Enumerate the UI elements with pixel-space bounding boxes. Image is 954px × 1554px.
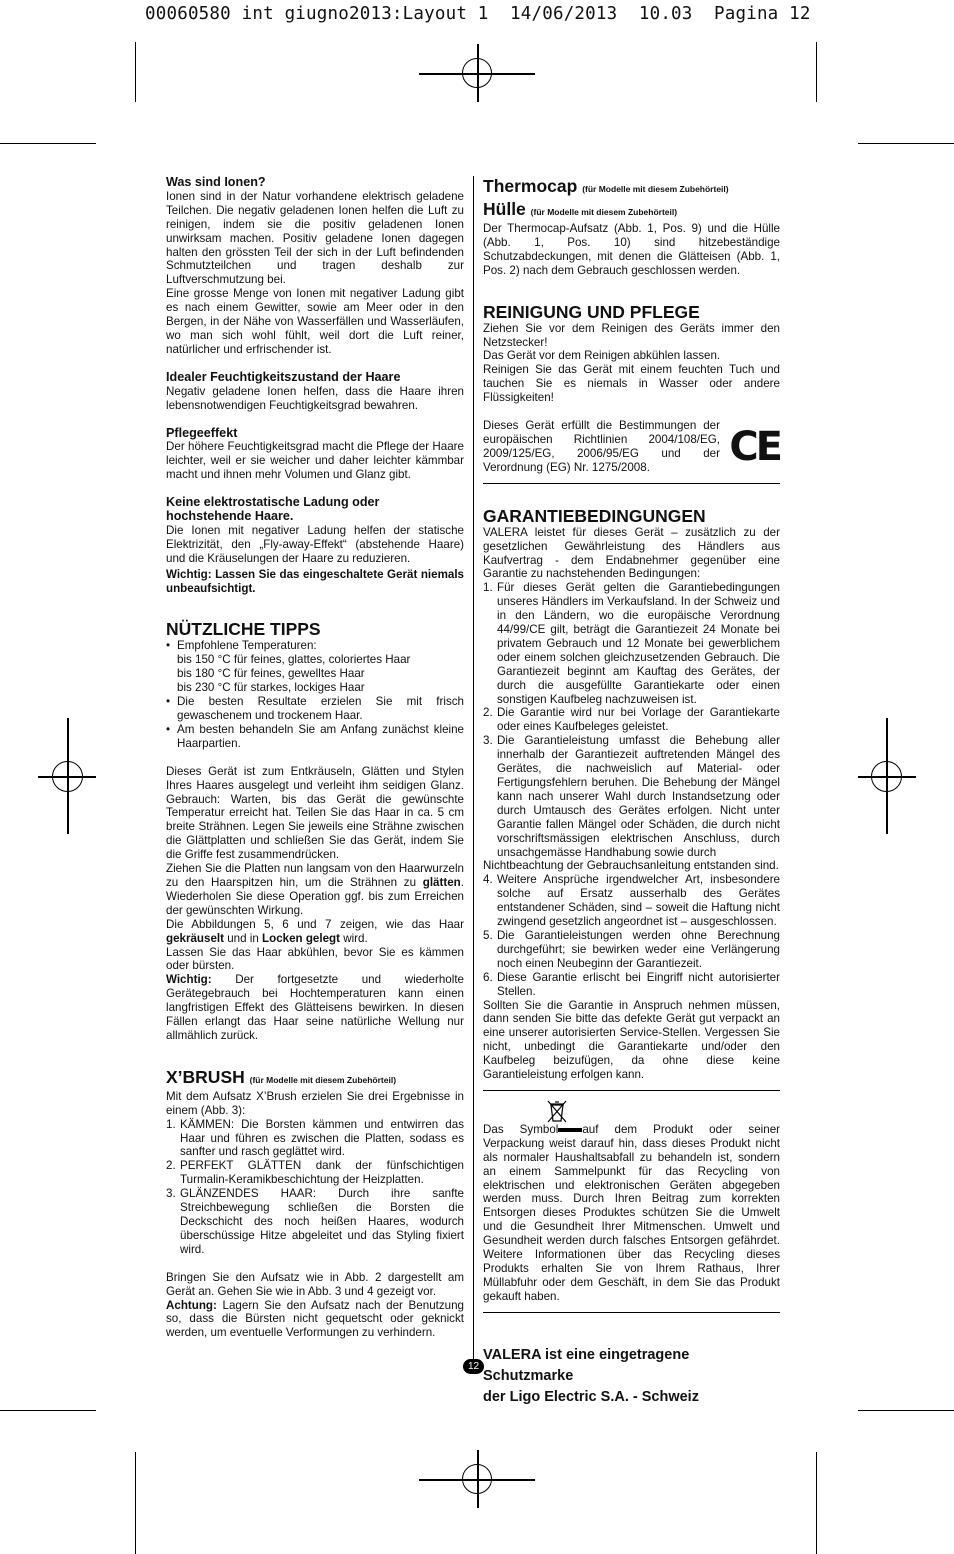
crop-mark-left-bottom [0, 1410, 96, 1411]
warranty-outro: Sollten Sie die Garantie in Anspruch nehmen müssen, dann senden Sie bitte das defekte Gerät gut verpackt an eine unserer autorisierten Service-Stellen. Vergessen Sie nicht, unbedingt die Garantiekarte und/oder den Kaufbeleg beizufügen, da ohne diese keine Garantieleistung erfolgen kann. [483, 998, 780, 1082]
care-paragraph: Der höhere Feuchtigkeitsgrad macht die Pflege der Haare leichter, weil er sie weicher und daher leichter kämmbar macht und ihnen mehr Volumen und Glanz gibt. [166, 440, 464, 482]
static-paragraph: Die Ionen mit negativer Ladung helfen der statische Elektrizität, den „Fly-away-Effekt“ (abstehende Haare) und die Kräuselungen der Haare zu reduzieren. [166, 523, 464, 565]
trademark-line-2: der Ligo Electric S.A. - Schweiz [483, 1388, 699, 1405]
ions-paragraph-1: Ionen sind in der Natur vorhandene elektrisch geladene Teilchen. Die negativ geladenen Ionen helfen die Luft zu reinigen, indem sie die positiv geladenen Ionen unwirksam machen. Positiv geladene Ionen dagegen halten den grössten Teil der sich in der Luft befindenden Schmutzteilchen und tragen deshalb zur Luftverschmutzung bei. [166, 189, 464, 287]
crop-mark-bottom-left [135, 1452, 136, 1554]
xbrush-list-item: 3. GLÄNZENDES HAAR: Durch ihre sanfte Streichbewegung schließen die Borsten die Deckschicht des noch heißen Haares, wodurch überschüssige Hitze abgeleitet und das Styling fixiert wird. [166, 1187, 464, 1256]
tips-bullet-1: • Empfohlene Temperaturen: [166, 639, 317, 653]
static-warning: Wichtig: Lassen Sie das eingeschaltete Gerät niemals unbeaufsichtigt. [166, 567, 464, 595]
care-title: Pflegeeffekt [166, 425, 238, 440]
divider-rule [483, 1312, 780, 1313]
thermocap-heading: Thermocap (für Modelle mit diesem Zubehörteil) [483, 176, 729, 196]
tips-heading: NÜTZLICHE TIPPS [166, 619, 321, 640]
thermocap-paragraph: Der Thermocap-Aufsatz (Abb. 1, Pos. 9) und die Hülle (Abb. 1, Pos. 10) sind hitzebeständige Schutzabdeckungen, mit denen die Glätteisen (Abb. 1, Pos. 2) nach dem Gebrauch geschlossen werden. [483, 222, 780, 277]
crop-mark-top-right [816, 42, 817, 102]
xbrush-warning: Achtung: Lagern Sie den Aufsatz nach der Benutzung so, dass die Bürsten nicht gequetscht oder geknickt werden, um eventuelle Verformungen zu verhindern. [166, 1298, 464, 1340]
ce-compliance [483, 419, 780, 475]
ions-paragraph-2: Eine grosse Menge von Ionen mit negativer Ladung gibt es nach einem Gewitter, sowie am Meer oder in den Bergen, in der Nähe von Wasserfällen und Wasserläufen, wo man sich wohl fühlt, weil dort die Luft reiner, natürlicher und erfrischender ist. [166, 287, 464, 356]
crop-mark-right-top [858, 143, 954, 144]
left-column [166, 176, 464, 1340]
warranty-list-item: 5. Die Garantieleistungen werden ohne Berechnung durchgeführt; sie bewirken weder eine Verlängerung noch einen Neubeginn der Garantiezeit. [483, 928, 780, 970]
usage-warning: Wichtig: Der fortgesetzte und wiederholte Gerätegebrauch bei Hochtemperaturen kann einen langfristigen Effekt des Glätteisens bewirken. In diesen Fällen erlangt das Haar seine natürliche Wellung nur allmählich zurück. [166, 973, 464, 1042]
weee-paragraph: Das Symbol auf dem Produkt oder seiner Verpackung weist darauf hin, dass dieses Produkt nicht als normaler Haushaltsabfall zu behandeln ist, sondern an einem Sammelpunkt für das Recycling von elektrischen und elektronischen Geräten abgegeben werden muss. Durch Ihren Beitrag zum korrekten Entsorgen dieses Produktes schützen Sie die Umwelt und die Gesundheit Ihrer Mitmenschen. Umwelt und Gesundheit werden durch falsches Entsorgen gefährdet. Weitere Informationen über das Recycling dieses Produkts erhalten Sie von Ihrem Rathaus, Ihrer Müllabfuhr oder dem Geschäft, in dem Sie das Produkt gekauft haben. [483, 1122, 780, 1303]
warranty-list-item: 1. Für dieses Gerät gelten die Garantiebedingungen unseres Händlers im Verkaufsland. In der Schweiz und in den Ländern, wo die europäische Verordnung 44/99/CE gilt, beträgt die Garantiezeit 24 Monate bei privatem Gebrauch und 12 Monate bei gewerblichem oder einem solchen gleichzusetzenden Gebrauch. Die Garantiezeit beginnt am Kauftag des Gerätes, der durch die ausgefüllte Garantiekarte oder einen sonstigen Kaufbeleg nachzuweisen ist. [483, 581, 780, 706]
ce-mark-icon: CE [729, 423, 780, 470]
usage-paragraph-3: Die Abbildungen 5, 6 und 7 zeigen, wie das Haar gekräuselt und in Locken gelegt wird. [166, 917, 464, 945]
divider-rule [483, 1090, 780, 1091]
ions-title: Was sind Ionen? [166, 175, 266, 189]
case-heading: Hülle (für Modelle mit diesem Zubehörteil) [483, 199, 678, 219]
warranty-list [483, 581, 780, 859]
ce-paragraph: Dieses Gerät erfüllt die Bestimmungen der europäischen Richtlinien 2004/108/EG, 2009/125/EG, 2006/95/EG und der Verordnung (EG) Nr. 1275/2008. [483, 419, 720, 474]
divider-rule [483, 483, 780, 484]
warranty-item-3-continued: Nichtbeachtung der Gebrauchsanleitung entstanden sind. [483, 859, 779, 873]
usage-paragraph-1: Dieses Gerät ist zum Entkräuseln, Glätten und Stylen Ihres Haares ausgelegt und verleiht ihm seidigen Glanz. Gebrauch: Warten, bis das Gerät die gewünschte Temperatur erreicht hat. Teilen Sie das Haar in ca. 5 cm breite Strähnen. Legen Sie jeweils eine Strähne zwischen die Glättplatten und schließen Sie das Gerät, indem Sie die Griffe fest zusammendrücken. [166, 764, 464, 862]
tips-bullet-3: • Am besten behandeln Sie am Anfang zunächst kleine Haarpartien. [166, 722, 464, 750]
cleaning-heading: REINIGUNG UND PFLEGE [483, 301, 700, 322]
warranty-list-item: 4. Weitere Ansprüche irgendwelcher Art, insbesondere solche auf Ersatz ausserhalb des Gerätes entstandener Schäden, sind – soweit die Haftung nicht zwingend gesetzlich angeordnet ist – ausgeschlossen. [483, 873, 780, 929]
cleaning-paragraph-1: Ziehen Sie vor dem Reinigen des Geräts immer den Netzstecker! [483, 321, 780, 349]
trademark-line-1: VALERA ist eine eingetragene Schutzmarke [483, 1346, 690, 1384]
xbrush-heading: X’BRUSH (für Modelle mit diesem Zubehörteil) [166, 1066, 397, 1087]
tips-temp-3: bis 230 °C für starkes, lockiges Haar [177, 681, 365, 695]
xbrush-paragraph-2: Bringen Sie den Aufsatz wie in Abb. 2 dargestellt am Gerät an. Gehen Sie wie in Abb. 3 und 4 gezeigt vor. [166, 1270, 464, 1298]
usage-paragraph-2: Ziehen Sie die Platten nun langsam von den Haarwurzeln zu den Haarspitzen hin, um die Strähnen zu glätten. Wiederholen Sie diese Operation ggf. bis zum Erreichen der gewünschten Wirkung. [166, 862, 464, 917]
crop-mark-left-top [0, 143, 96, 144]
crop-mark-top-left [135, 42, 136, 102]
warranty-list-item: 6. Diese Garantie erlischt bei Eingriff nicht autorisierter Stellen. [483, 970, 780, 998]
moisture-paragraph: Negativ geladene Ionen helfen, dass die Haare ihren lebensnotwendigen Feuchtigkeitsgrad bewahren. [166, 384, 464, 412]
weee-icon [483, 1099, 780, 1123]
tips-temp-2: bis 180 °C für feines, gewelltes Haar [177, 667, 365, 681]
print-slug: 00060580 int giugno2013:Layout 1 14/06/2013 10.03 Pagina 12 [145, 4, 811, 24]
warranty-intro: VALERA leistet für dieses Gerät – zusätzlich zu der gesetzlichen Gewährleistung des Händlers aus Kaufvertrag - dem Endabnehmer gegenüber eine Garantie zu nachstehenden Bedingungen: [483, 525, 780, 581]
warranty-heading: GARANTIEBEDINGUNGEN [483, 505, 706, 526]
tips-bullet-2: • Die besten Resultate erzielen Sie mit frisch gewaschenem und trockenem Haar. [166, 695, 464, 722]
static-title: Keine elektrostatische Ladung oder hochstehende Haare. [166, 495, 380, 524]
column-divider [473, 176, 474, 1372]
xbrush-list-item: 2. PERFEKT GLÄTTEN dank der fünfschichtigen Turmalin-Keramikbeschichtung der Heizplatten. [166, 1159, 464, 1187]
xbrush-list-item: 1. KÄMMEN: Die Borsten kämmen und entwirren das Haar und führen es zwischen die Platten, sodass es sanfter und rasch geglättet wird. [166, 1117, 464, 1159]
moisture-title: Idealer Feuchtigkeitszustand der Haare [166, 369, 401, 384]
usage-paragraph-4: Lassen Sie das Haar abkühlen, bevor Sie es kämmen oder bürsten. [166, 945, 464, 973]
warranty-list-2 [483, 873, 780, 998]
warranty-list-item: 3. Die Garantieleistung umfasst die Behebung aller innerhalb der Garantiezeit auftretenden Mängel des Gerätes, die nachweislich auf Material- oder Fertigungsfehlern beruhen. Die Behebung der Mängel kann nach unserer Wahl durch Instandsetzung oder durch Umtausch des Gerätes erfolgen. Nicht unter Garantie fallen Mängel oder Schäden, die durch nicht vorschriftsmässigen elektrischen Anschluss, durch unsachgemässe Handhabung sowie durch [483, 734, 780, 859]
crop-mark-bottom-right [816, 1452, 817, 1554]
crop-mark-right-bottom [858, 1410, 954, 1411]
cleaning-paragraph-3: Reinigen Sie das Gerät mit einem feuchten Tuch und tauchen Sie es niemals in Wasser oder andere Flüssigkeiten! [483, 363, 780, 405]
right-column [483, 176, 780, 1408]
warranty-list-item: 2. Die Garantie wird nur bei Vorlage der Garantiekarte oder eines Kaufbeleges geleistet. [483, 706, 780, 734]
xbrush-list [166, 1118, 464, 1257]
xbrush-intro: Mit dem Aufsatz X’Brush erzielen Sie drei Ergebnisse in einem (Abb. 3): [166, 1089, 464, 1117]
tips-temp-1: bis 150 °C für feines, glattes, coloriertes Haar [177, 653, 411, 667]
page-number: 12 [463, 1359, 484, 1374]
cleaning-paragraph-2: Das Gerät vor dem Reinigen abkühlen lassen. [483, 349, 721, 363]
